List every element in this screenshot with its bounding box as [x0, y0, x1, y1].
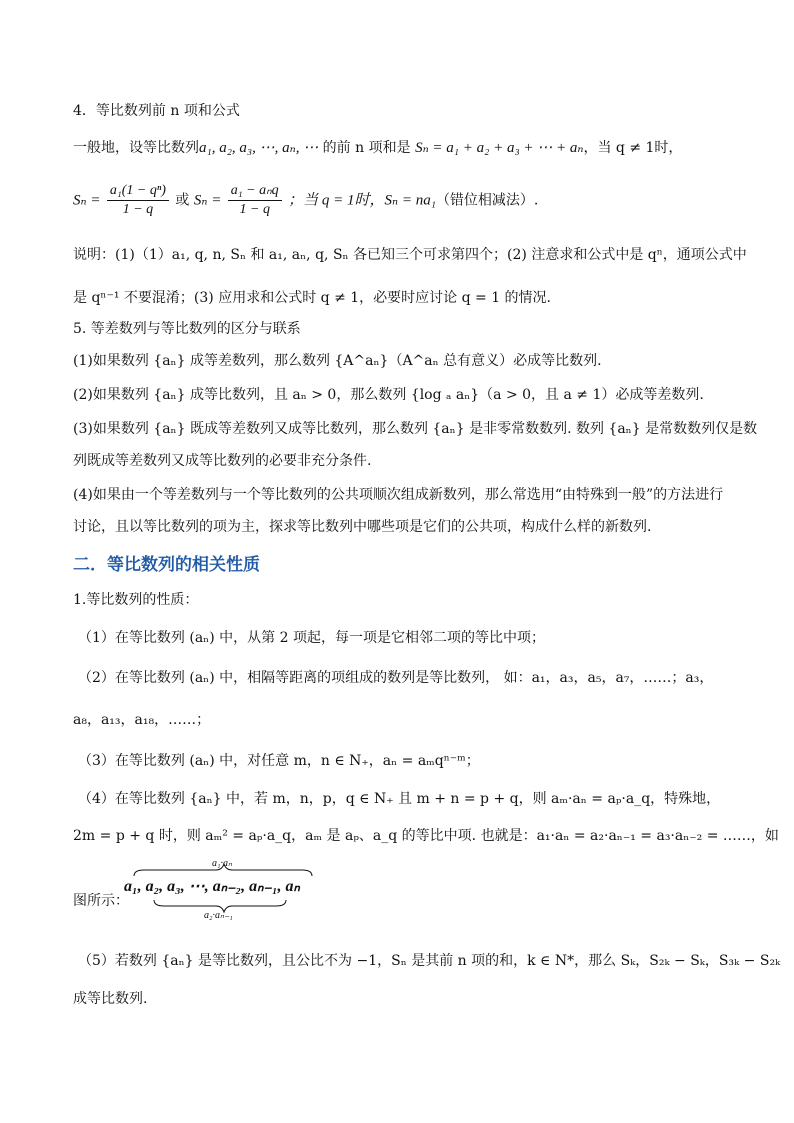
formula-2: $\frac{\text{a₁ − aₙq}}{1 - q}$: [228, 182, 282, 219]
figure-top-label: a₁·aₙ: [212, 858, 232, 869]
figure-bottom-label: a₂·aₙ₋₁: [204, 910, 233, 921]
section-2-heading: 二．等比数列的相关性质: [73, 555, 260, 575]
q-equals-1-case: ；当 q = 1时，Sₙ = na₁: [288, 192, 436, 209]
figure-prefix: 图所示：: [73, 893, 129, 909]
condition-text: ，当 q ≠ 1时，: [583, 140, 683, 156]
s5-paragraph-4b: 讨论，且以等比数列的项为主，探求等比数列中哪些项是它们的公共项，构成什么样的新数列.: [73, 519, 652, 535]
s5-paragraph-2: (2)如果数列 {aₙ} 成等比数列，且 aₙ > 0，那么数列 {log ₐ aₙ}（a > 0，且 a ≠ 1）必成等差数列.: [73, 387, 704, 403]
section-5-heading: 5. 等差数列与等比数列的区分与联系: [73, 321, 301, 337]
note-line-2: 是 qⁿ⁻¹ 不要混淆；(3) 应用求和公式时 q ≠ 1，必要时应讨论 q = 1 的情况.: [73, 290, 552, 306]
intro-text-2: 的前 n 项和是: [318, 140, 416, 156]
property-4a: （4）在等比数列 {aₙ} 中，若 m，n，p，q ∈ N₊ 且 m + n = p + q，则 aₘ·aₙ = aₚ·a_q，特殊地，: [78, 791, 721, 807]
note-line-1: 说明：(1)（1）a₁, q, n, Sₙ 和 a₁, aₙ, q, Sₙ 各已知三个可求第四个；(2) 注意求和公式中是 qⁿ，通项公式中: [73, 247, 747, 263]
pairing-figure: [124, 858, 320, 922]
property-5a: （5）若数列 {aₙ} 是等比数列，且公比不为 −1，Sₙ 是其前 n 项的和，k ∈ N*，那么 Sₖ，S₂ₖ − Sₖ，S₃ₖ − S₂ₖ: [78, 953, 781, 969]
property-1: （1）在等比数列 (aₙ) 中，从第 2 项起，每一项是它相邻二项的等比中项；: [78, 630, 545, 646]
property-2a: （2）在等比数列 (aₙ) 中，相隔等距离的项组成的数列是等比数列， 如：a₁，a₃，a₅，a₇，……；a₃，: [78, 670, 714, 686]
method-text: （错位相减法）.: [435, 192, 539, 209]
property-4b: 2m = p + q 时，则 aₘ² = aₚ·a_q，aₘ 是 aₚ、a_q 的等比中项. 也就是：a₁·aₙ = a₂·aₙ₋₁ = a₃·aₙ₋₂ = ……，如: [73, 828, 779, 844]
formula-1: $\frac{\text{a₁(1 − qⁿ)}}{1 - q}$: [107, 182, 169, 219]
properties-subheading: 1.等比数列的性质：: [73, 592, 199, 608]
section-4-heading: 4．等比数列前 n 项和公式: [73, 103, 240, 119]
s5-paragraph-1: (1)如果数列 {aₙ} 成等差数列，那么数列 {A^aₙ}（A^aₙ 总有意义）必成等比数列.: [73, 353, 602, 369]
sum-formula-line: Sₙ = $\frac{\text{a₁(1 − qⁿ)}}{1 - q}$ 或 Sₙ = $\frac{\text{a₁ − aₙq}}{1 - q}$ ；当 q = 1时，Sₙ = na₁（错位相减法）.: [73, 183, 539, 217]
s5-paragraph-3b: 列既成等差数列又成等比数列的必要非充分条件.: [73, 453, 372, 469]
property-2b: a₈，a₁₃，a₁₈，……；: [73, 712, 211, 728]
property-3: （3）在等比数列 (aₙ) 中，对任意 m，n ∈ N₊，aₙ = aₘqⁿ⁻ᵐ；: [78, 753, 480, 769]
sum-definition-line: [73, 137, 734, 159]
sum-expr: Sₙ = a₁ + a₂ + a₃ + ⋯ + aₙ: [415, 140, 584, 156]
s5-paragraph-3a: (3)如果数列 {aₙ} 既成等差数列又成等比数列，那么数列 {aₙ} 是非零常数数列. 数列 {aₙ} 是常数数列仅是数: [73, 421, 758, 437]
s5-paragraph-4a: (4)如果由一个等差数列与一个等比数列的公共项顺次组成新数列，那么常选用“由特殊到一般”的方法进行: [73, 487, 724, 503]
or-text: 或: [175, 192, 190, 209]
sequence-expr: a₁, a₂, a₃, ⋯, aₙ, ⋯: [199, 140, 319, 156]
figure-sequence: a₁, a₂, a₃, ⋯, aₙ₋₂, aₙ₋₁, aₙ: [124, 878, 300, 895]
intro-text: 一般地，设等比数列: [73, 140, 199, 156]
property-5b: 成等比数列.: [73, 991, 148, 1007]
